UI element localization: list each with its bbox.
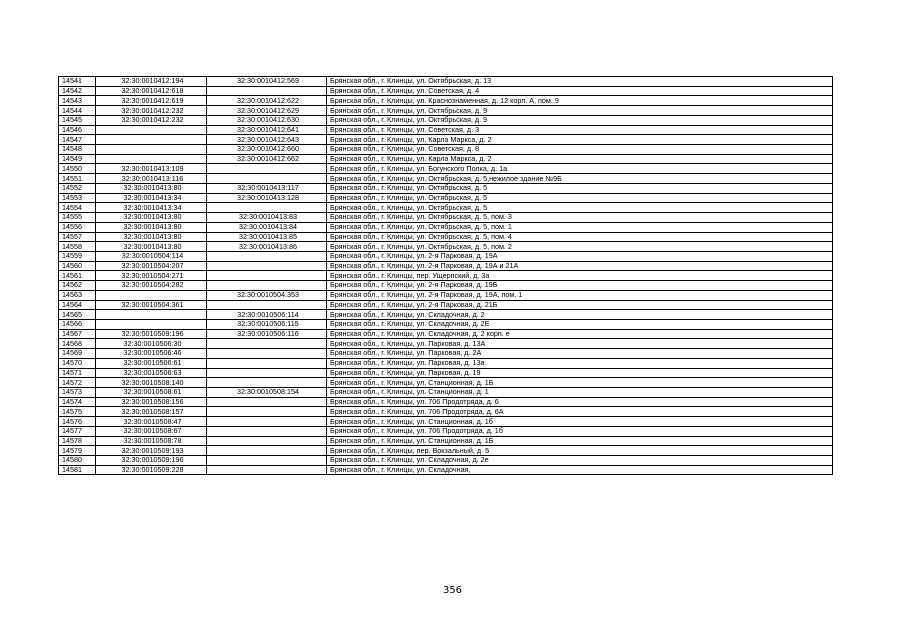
table-row xyxy=(59,145,833,155)
table-row xyxy=(59,174,833,184)
row-number-cell: 14565 xyxy=(59,310,96,320)
address-cell: Брянская обл., г. Клинцы, ул. Складочная, д. 2е xyxy=(327,456,833,466)
object-cadastral-number-cell: 32:30:0010413:128 xyxy=(207,193,327,203)
address-cell: Брянская обл., г. Клинцы, ул. Октябрьская, д. 9 xyxy=(327,115,833,125)
cadastral-number-cell: 32:30:0010504:207 xyxy=(96,261,207,271)
address-cell: Брянская обл., г. Клинцы, ул. Станционная, д. 1Б xyxy=(327,436,833,446)
table-row xyxy=(59,456,833,466)
table-row xyxy=(59,135,833,145)
cadastral-number-cell: 32:30:0010508:47 xyxy=(96,417,207,427)
cadastral-number-cell: 32:30:0010508:140 xyxy=(96,378,207,388)
row-number-cell: 14580 xyxy=(59,456,96,466)
address-cell: Брянская обл., г. Клинцы, ул. Октябрьская, д. 13 xyxy=(327,77,833,87)
cadastral-number-cell: 32:30:0010413:34 xyxy=(96,203,207,213)
table-row xyxy=(59,407,833,417)
row-number-cell: 14581 xyxy=(59,465,96,475)
address-cell: Брянская обл., г. Клинцы, пер. Вокзальный, д. 5 xyxy=(327,446,833,456)
row-number-cell: 14555 xyxy=(59,213,96,223)
address-cell: Брянская обл., г. Клинцы, ул. Складочная, д. 2 корп. е xyxy=(327,329,833,339)
row-number-cell: 14563 xyxy=(59,290,96,300)
table-row xyxy=(59,426,833,436)
object-cadastral-number-cell: 32:30:0010412:629 xyxy=(207,106,327,116)
table-row xyxy=(59,222,833,232)
row-number-cell: 14574 xyxy=(59,397,96,407)
cadastral-number-cell: 32:30:0010508:157 xyxy=(96,407,207,417)
table-row xyxy=(59,319,833,329)
cadastral-number-cell: 32:30:0010508:156 xyxy=(96,397,207,407)
object-cadastral-number-cell: 32:30:0010412:641 xyxy=(207,125,327,135)
table-row xyxy=(59,183,833,193)
address-cell: Брянская обл., г. Клинцы, ул. Октябрьская, д. 5,нежилое здание №9Б xyxy=(327,174,833,184)
cadastral-number-cell: 32:30:0010413:109 xyxy=(96,164,207,174)
object-cadastral-number-cell: 32:30:0010508:154 xyxy=(207,388,327,398)
object-cadastral-number-cell xyxy=(207,378,327,388)
cadastral-number-cell: 32:30:0010508:78 xyxy=(96,436,207,446)
object-cadastral-number-cell xyxy=(207,436,327,446)
cadastral-number-cell: 32:30:0010412:232 xyxy=(96,115,207,125)
object-cadastral-number-cell: 32:30:0010412:660 xyxy=(207,145,327,155)
row-number-cell: 14562 xyxy=(59,281,96,291)
table-row xyxy=(59,77,833,87)
cadastral-number-cell: 32:30:0010413:80 xyxy=(96,183,207,193)
table-row xyxy=(59,378,833,388)
table-row xyxy=(59,281,833,291)
cadastral-number-cell: 32:30:0010506:61 xyxy=(96,358,207,368)
table-row xyxy=(59,310,833,320)
row-number-cell: 14571 xyxy=(59,368,96,378)
cadastral-number-cell: 32:30:0010413:116 xyxy=(96,174,207,184)
object-cadastral-number-cell xyxy=(207,426,327,436)
row-number-cell: 14552 xyxy=(59,183,96,193)
address-cell: Брянская обл., г. Клинцы, ул. Карла Маркса, д. 2 xyxy=(327,154,833,164)
row-number-cell: 14546 xyxy=(59,125,96,135)
row-number-cell: 14575 xyxy=(59,407,96,417)
object-cadastral-number-cell xyxy=(207,407,327,417)
object-cadastral-number-cell: 32:30:0010413:85 xyxy=(207,232,327,242)
object-cadastral-number-cell: 32:30:0010412:643 xyxy=(207,135,327,145)
object-cadastral-number-cell xyxy=(207,300,327,310)
cadastral-number-cell: 32:30:0010413:80 xyxy=(96,222,207,232)
row-number-cell: 14553 xyxy=(59,193,96,203)
address-cell: Брянская обл., г. Клинцы, ул. Парковая, д. 2А xyxy=(327,349,833,359)
cadastral-number-cell: 32:30:0010504:271 xyxy=(96,271,207,281)
row-number-cell: 14566 xyxy=(59,319,96,329)
row-number-cell: 14545 xyxy=(59,115,96,125)
row-number-cell: 14548 xyxy=(59,145,96,155)
object-cadastral-number-cell xyxy=(207,86,327,96)
address-cell: Брянская обл., г. Клинцы, ул. Станционная, д. 1б xyxy=(327,417,833,427)
object-cadastral-number-cell: 32:30:0010413:86 xyxy=(207,242,327,252)
cadastral-number-cell: 32:30:0010508:67 xyxy=(96,426,207,436)
object-cadastral-number-cell: 32:30:0010412:662 xyxy=(207,154,327,164)
address-cell: Брянская обл., г. Клинцы, ул. Станционная, д. 1 xyxy=(327,388,833,398)
registry-table-body xyxy=(59,77,833,475)
table-row xyxy=(59,86,833,96)
page-number: 356 xyxy=(442,585,463,596)
object-cadastral-number-cell xyxy=(207,261,327,271)
address-cell: Брянская обл., г. Клинцы, ул. Карла Маркса, д. 2 xyxy=(327,135,833,145)
address-cell: Брянская обл., г. Клинцы, ул. 2-я Парковая, д. 19А xyxy=(327,251,833,261)
row-number-cell: 14579 xyxy=(59,446,96,456)
table-row xyxy=(59,300,833,310)
table-row xyxy=(59,125,833,135)
object-cadastral-number-cell xyxy=(207,349,327,359)
cadastral-number-cell: 32:30:0010506:46 xyxy=(96,349,207,359)
object-cadastral-number-cell xyxy=(207,251,327,261)
row-number-cell: 14549 xyxy=(59,154,96,164)
table-row xyxy=(59,436,833,446)
object-cadastral-number-cell xyxy=(207,456,327,466)
cadastral-number-cell: 32:30:0010509:196 xyxy=(96,456,207,466)
cadastral-number-cell xyxy=(96,145,207,155)
object-cadastral-number-cell xyxy=(207,358,327,368)
object-cadastral-number-cell xyxy=(207,281,327,291)
cadastral-number-cell: 32:30:0010506:30 xyxy=(96,339,207,349)
object-cadastral-number-cell xyxy=(207,203,327,213)
row-number-cell: 14558 xyxy=(59,242,96,252)
table-row xyxy=(59,193,833,203)
address-cell: Брянская обл., г. Клинцы, ул. Октябрьская, д. 9 xyxy=(327,106,833,116)
cadastral-number-cell: 32:30:0010413:34 xyxy=(96,193,207,203)
address-cell: Брянская обл., г. Клинцы, ул. Октябрьская, д. 5, пом. 4 xyxy=(327,232,833,242)
object-cadastral-number-cell: 32:30:0010506:116 xyxy=(207,329,327,339)
table-row xyxy=(59,106,833,116)
address-cell: Брянская обл., г. Клинцы, ул. 706 Продотряда, д. 6А xyxy=(327,407,833,417)
address-cell: Брянская обл., г. Клинцы, ул. 2-я Парковая, д. 21Б xyxy=(327,300,833,310)
object-cadastral-number-cell: 32:30:0010413:83 xyxy=(207,213,327,223)
table-row xyxy=(59,271,833,281)
object-cadastral-number-cell xyxy=(207,271,327,281)
table-row xyxy=(59,154,833,164)
address-cell: Брянская обл., г. Клинцы, ул. Краснознаменная, д. 12 корп. А, пом. 9 xyxy=(327,96,833,106)
row-number-cell: 14561 xyxy=(59,271,96,281)
table-row xyxy=(59,115,833,125)
object-cadastral-number-cell: 32:30:0010506:114 xyxy=(207,310,327,320)
row-number-cell: 14572 xyxy=(59,378,96,388)
address-cell: Брянская обл., г. Клинцы, ул. Октябрьская, д. 5 xyxy=(327,183,833,193)
row-number-cell: 14576 xyxy=(59,417,96,427)
table-row xyxy=(59,388,833,398)
cadastral-number-cell: 32:30:0010504:282 xyxy=(96,281,207,291)
address-cell: Брянская обл., г. Клинцы, ул. Советская, д. 8 xyxy=(327,145,833,155)
cadastral-number-cell: 32:30:0010412:619 xyxy=(96,96,207,106)
row-number-cell: 14551 xyxy=(59,174,96,184)
address-cell: Брянская обл., г. Клинцы, ул. 706 Продотряда, д. 6 xyxy=(327,397,833,407)
table-row xyxy=(59,232,833,242)
cadastral-number-cell xyxy=(96,125,207,135)
cadastral-number-cell xyxy=(96,290,207,300)
cadastral-number-cell: 32:30:0010413:80 xyxy=(96,242,207,252)
address-cell: Брянская обл., г. Клинцы, ул. Октябрьская, д. 5, пом. 2 xyxy=(327,242,833,252)
registry-table xyxy=(58,76,833,475)
address-cell: Брянская обл., г. Клинцы, ул. 2-я Парковая, д. 19Б xyxy=(327,281,833,291)
address-cell: Брянская обл., г. Клинцы, ул. Октябрьская, д. 5, пом. 1 xyxy=(327,222,833,232)
row-number-cell: 14570 xyxy=(59,358,96,368)
table-row xyxy=(59,358,833,368)
table-row xyxy=(59,417,833,427)
object-cadastral-number-cell xyxy=(207,397,327,407)
row-number-cell: 14541 xyxy=(59,77,96,87)
cadastral-number-cell: 32:30:0010508:61 xyxy=(96,388,207,398)
table-row xyxy=(59,164,833,174)
cadastral-number-cell: 32:30:0010412:194 xyxy=(96,77,207,87)
object-cadastral-number-cell xyxy=(207,446,327,456)
object-cadastral-number-cell: 32:30:0010413:117 xyxy=(207,183,327,193)
address-cell: Брянская обл., г. Клинцы, ул. Советская, д. 3 xyxy=(327,125,833,135)
address-cell: Брянская обл., г. Клинцы, ул. Октябрьская, д. 5, пом. 3 xyxy=(327,213,833,223)
table-row xyxy=(59,349,833,359)
object-cadastral-number-cell: 32:30:0010412:569 xyxy=(207,77,327,87)
address-cell: Брянская обл., г. Клинцы, ул. 2-я Парковая, д. 19А и 21А xyxy=(327,261,833,271)
row-number-cell: 14559 xyxy=(59,251,96,261)
cadastral-number-cell: 32:30:0010413:80 xyxy=(96,213,207,223)
cadastral-number-cell: 32:30:0010509:196 xyxy=(96,329,207,339)
address-cell: Брянская обл., г. Клинцы, ул. 2-я Парковая, д. 19А, пом. 1 xyxy=(327,290,833,300)
row-number-cell: 14542 xyxy=(59,86,96,96)
address-cell: Брянская обл., г. Клинцы, пер. Ущерпский, д. 3а xyxy=(327,271,833,281)
cadastral-number-cell: 32:30:0010509:228 xyxy=(96,465,207,475)
row-number-cell: 14557 xyxy=(59,232,96,242)
cadastral-number-cell xyxy=(96,310,207,320)
address-cell: Брянская обл., г. Клинцы, ул. Советская, д. 4 xyxy=(327,86,833,96)
cadastral-number-cell: 32:30:0010504:114 xyxy=(96,251,207,261)
address-cell: Брянская обл., г. Клинцы, ул. Октябрьская, д. 5 xyxy=(327,193,833,203)
address-cell: Брянская обл., г. Клинцы, ул. Парковая, д. 13А xyxy=(327,339,833,349)
cadastral-number-cell: 32:30:0010509:193 xyxy=(96,446,207,456)
object-cadastral-number-cell: 32:30:0010413:84 xyxy=(207,222,327,232)
object-cadastral-number-cell xyxy=(207,164,327,174)
row-number-cell: 14550 xyxy=(59,164,96,174)
table-row xyxy=(59,261,833,271)
row-number-cell: 14556 xyxy=(59,222,96,232)
table-row xyxy=(59,203,833,213)
object-cadastral-number-cell: 32:30:0010412:630 xyxy=(207,115,327,125)
address-cell: Брянская обл., г. Клинцы, ул. Богунского Полка, д. 1а xyxy=(327,164,833,174)
table-row xyxy=(59,290,833,300)
object-cadastral-number-cell xyxy=(207,368,327,378)
address-cell: Брянская обл., г. Клинцы, ул. Станционная, д. 1Б xyxy=(327,378,833,388)
object-cadastral-number-cell xyxy=(207,339,327,349)
table-row xyxy=(59,446,833,456)
cadastral-number-cell xyxy=(96,135,207,145)
table-row xyxy=(59,213,833,223)
row-number-cell: 14577 xyxy=(59,426,96,436)
table-row xyxy=(59,397,833,407)
cadastral-number-cell xyxy=(96,319,207,329)
object-cadastral-number-cell: 32:30:0010504:353 xyxy=(207,290,327,300)
cadastral-number-cell: 32:30:0010413:80 xyxy=(96,232,207,242)
address-cell: Брянская обл., г. Клинцы, ул. Октябрьская, д. 5 xyxy=(327,203,833,213)
row-number-cell: 14567 xyxy=(59,329,96,339)
cadastral-number-cell: 32:30:0010506:63 xyxy=(96,368,207,378)
row-number-cell: 14573 xyxy=(59,388,96,398)
row-number-cell: 14569 xyxy=(59,349,96,359)
row-number-cell: 14543 xyxy=(59,96,96,106)
table-row xyxy=(59,465,833,475)
cadastral-number-cell xyxy=(96,154,207,164)
table-row xyxy=(59,339,833,349)
table-row xyxy=(59,368,833,378)
address-cell: Брянская обл., г. Клинцы, ул. Парковая, д. 19 xyxy=(327,368,833,378)
address-cell: Брянская обл., г. Клинцы, ул. Складочная, д. 2 xyxy=(327,310,833,320)
object-cadastral-number-cell xyxy=(207,417,327,427)
object-cadastral-number-cell: 32:30:0010412:622 xyxy=(207,96,327,106)
object-cadastral-number-cell xyxy=(207,465,327,475)
object-cadastral-number-cell: 32:30:0010506:115 xyxy=(207,319,327,329)
row-number-cell: 14560 xyxy=(59,261,96,271)
address-cell: Брянская обл., г. Клинцы, ул. Складочная, xyxy=(327,465,833,475)
object-cadastral-number-cell xyxy=(207,174,327,184)
table-row xyxy=(59,251,833,261)
address-cell: Брянская обл., г. Клинцы, ул. 706 Продотряда, д. 1б xyxy=(327,426,833,436)
table-row xyxy=(59,242,833,252)
address-cell: Брянская обл., г. Клинцы, ул. Парковая, д. 13а xyxy=(327,358,833,368)
row-number-cell: 14578 xyxy=(59,436,96,446)
cadastral-number-cell: 32:30:0010504:361 xyxy=(96,300,207,310)
row-number-cell: 14568 xyxy=(59,339,96,349)
cadastral-number-cell: 32:30:0010412:618 xyxy=(96,86,207,96)
address-cell: Брянская обл., г. Клинцы, ул. Складочная, д. 2Е xyxy=(327,319,833,329)
cadastral-number-cell: 32:30:0010412:232 xyxy=(96,106,207,116)
row-number-cell: 14564 xyxy=(59,300,96,310)
table-row xyxy=(59,96,833,106)
row-number-cell: 14547 xyxy=(59,135,96,145)
row-number-cell: 14554 xyxy=(59,203,96,213)
row-number-cell: 14544 xyxy=(59,106,96,116)
table-row xyxy=(59,329,833,339)
